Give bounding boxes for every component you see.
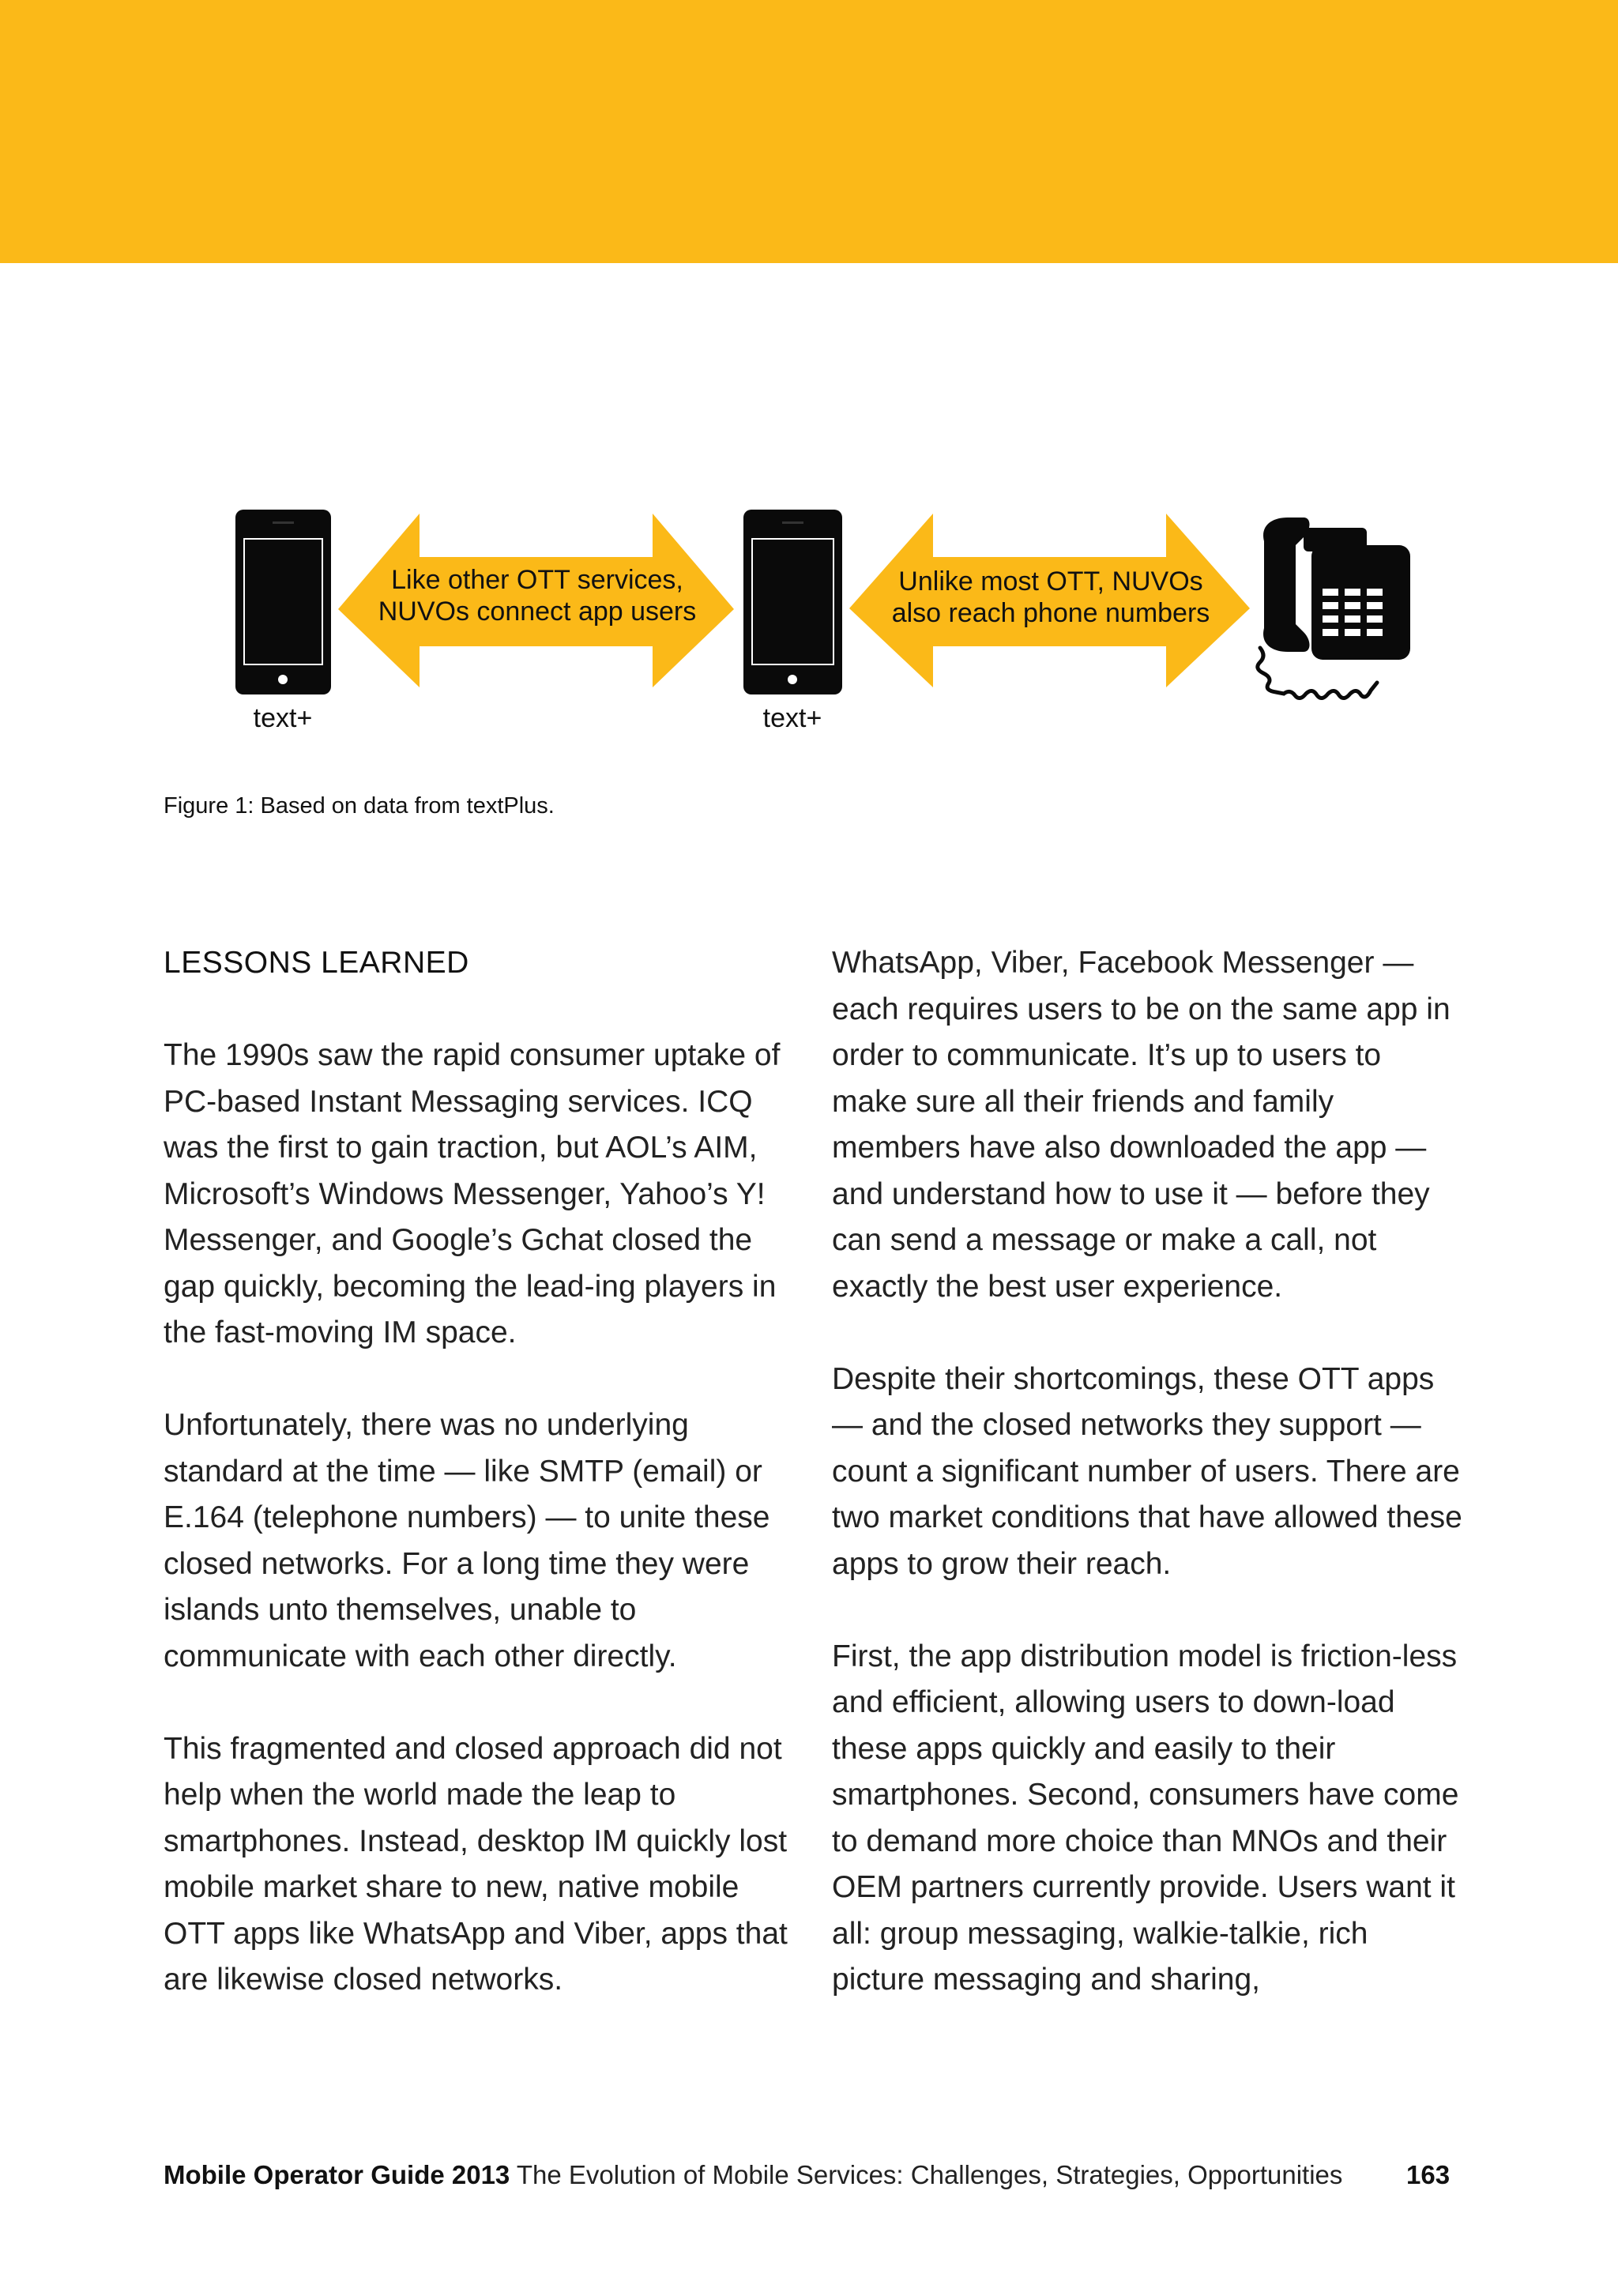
paragraph: This fragmented and closed approach did not help when the world made the leap to smartphones. Instead, desktop IM quickly lost mobile market share to new, native mobile OTT apps like WhatsApp and Viber, apps that are likewise closed networks. (164, 1731, 788, 1997)
page-number: 163 (1406, 2160, 1451, 2189)
publication-title: Mobile Operator Guide 2013 (164, 2160, 510, 2189)
paragraph: The 1990s saw the rapid consumer uptake of PC-based Instant Messaging services. ICQ was the first to gain traction, but AOL’s AIM, Microsoft’s Windows Messenger, Yahoo’s Y! Messenger, and Google’s Gchat closed the gap quickly, becoming the lead-ing players in the fast-moving IM space. (164, 1038, 781, 1349)
node-label-app-user-2: text+ (762, 703, 822, 733)
arrow-2-label (877, 566, 1225, 629)
desk-phone-icon (1258, 518, 1410, 698)
arrow-1-label (363, 564, 711, 627)
arrow-2-line-2: also reach phone numbers (891, 598, 1210, 628)
figure-1 (0, 0, 1618, 790)
figure-caption: Figure 1: Based on data from textPlus. (164, 793, 555, 819)
smartphone-icon (235, 510, 331, 694)
arrow-1-line-1: Like other OTT services, (391, 565, 683, 595)
paragraph: First, the app distribution model is friction-less and efficient, allowing users to down-load these apps quickly and easily to their smartphones. Second, consumers have come to demand more choice than MNOs and their OEM partners currently provide. Users want it all: group messaging, walkie-talkie, rich picture messaging and sharing, (832, 1639, 1459, 1997)
section-heading: LESSONS LEARNED (164, 946, 469, 980)
smartphone-icon (743, 510, 842, 694)
node-label-app-user-1: text+ (253, 703, 313, 733)
article-column-right (832, 940, 1464, 2049)
paragraph: Unfortunately, there was no underlying standard at the time — like SMTP (email) or E.164 (telephone numbers) — to unite these closed networks. For a long time they were islands unto themselves, unable to communicate with each other directly. (164, 1408, 770, 1673)
page-footer (164, 2160, 1459, 2190)
article-column-left (164, 940, 796, 2049)
arrow-1-line-2: NUVOs connect app users (378, 597, 697, 627)
publication-subtitle: The Evolution of Mobile Services: Challenges, Strategies, Opportunities (516, 2160, 1343, 2189)
arrow-2-line-1: Unlike most OTT, NUVOs (898, 566, 1203, 597)
paragraph: Despite their shortcomings, these OTT apps — and the closed networks they support — count a significant number of users. There are two market conditions that have allowed these apps to grow their reach. (832, 1361, 1462, 1581)
paragraph: WhatsApp, Viber, Facebook Messenger — each requires users to be on the same app in order to communicate. It’s up to users to make sure all their friends and family members have also downloaded the app — and understand how to use it — before they can send a message or make a call, not exactly the best user experience. (832, 946, 1451, 1304)
